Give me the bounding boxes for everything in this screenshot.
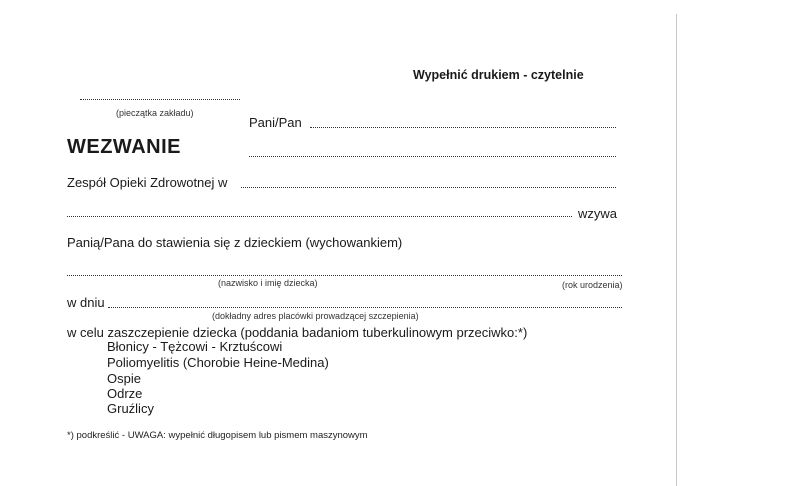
stamp-dotted-line[interactable]	[80, 99, 240, 100]
child-name-field[interactable]	[67, 275, 622, 276]
purpose-text: w celu zaszczepienie dziecka (poddania badaniom tuberkulinowym przeciwko:*)	[67, 325, 528, 340]
calls-label: wzywa	[578, 206, 618, 221]
date-address-field[interactable]	[108, 307, 622, 308]
footnote: *) podkreślić - UWAGA: wypełnić długopisem lub pismem maszynowym	[67, 430, 368, 441]
page-edge-divider	[676, 14, 677, 486]
recipient-name-field[interactable]	[310, 127, 616, 128]
recipient-label: Pani/Pan	[249, 115, 302, 130]
vaccine-option[interactable]: Odrze	[107, 386, 143, 401]
vaccine-option[interactable]: Poliomyelitis (Chorobie Heine-Medina)	[107, 355, 329, 370]
fill-instruction: Wypełnić drukiem - czytelnie	[413, 68, 584, 82]
zoz-name-field[interactable]	[67, 216, 572, 217]
document-title: WEZWANIE	[67, 136, 181, 158]
summon-text: Panią/Pana do stawienia się z dzieckiem (wychowankiem)	[67, 235, 403, 250]
vaccine-option[interactable]: Ospie	[107, 371, 141, 386]
vaccine-option[interactable]: Błonicy - Tężcowi - Krztuścowi	[107, 339, 283, 354]
birth-year-caption: (rok urodzenia)	[562, 280, 623, 290]
date-label: w dniu	[67, 295, 105, 310]
vaccine-option[interactable]: Gruźlicy	[107, 401, 154, 416]
child-name-caption: (nazwisko i imię dziecka)	[218, 278, 318, 288]
stamp-caption: (pieczątka zakładu)	[116, 108, 194, 118]
address-caption: (dokładny adres placówki prowadzącej szczepienia)	[212, 311, 419, 321]
zoz-location-field[interactable]	[241, 187, 616, 188]
recipient-address-field[interactable]	[249, 156, 616, 157]
zoz-label: Zespół Opieki Zdrowotnej w	[67, 175, 228, 190]
